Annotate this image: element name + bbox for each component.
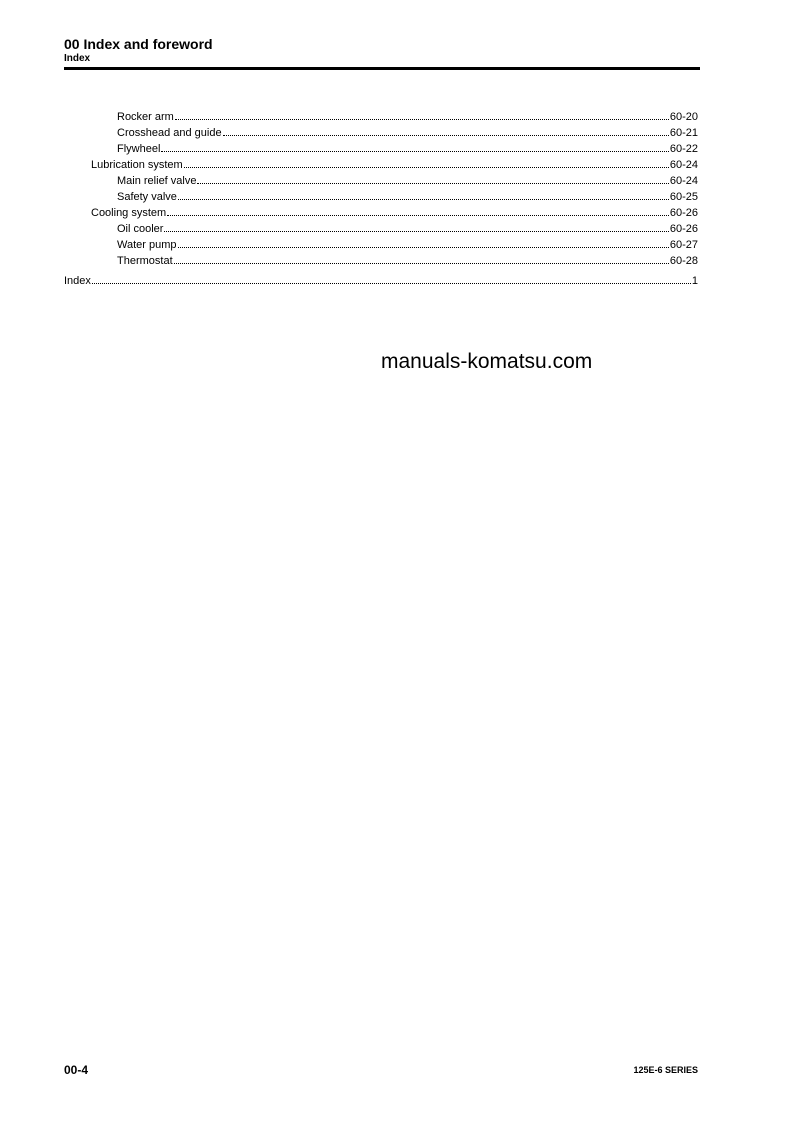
toc-entry-page: 60-24 — [669, 175, 698, 187]
toc-dot-leader — [174, 252, 669, 264]
toc-entry-oil-cooler[interactable] — [64, 220, 698, 236]
page-subtitle: Index — [64, 53, 91, 64]
table-of-contents — [64, 108, 698, 288]
header-divider — [64, 67, 700, 70]
page-title: 00 Index and foreword — [64, 36, 213, 52]
toc-entry-page: 60-26 — [669, 207, 698, 219]
toc-entry-label: Thermostat — [117, 255, 173, 267]
toc-dot-leader — [175, 108, 669, 120]
toc-dot-leader — [184, 156, 669, 168]
toc-dot-leader — [92, 272, 691, 284]
toc-entry-rocker-arm[interactable] — [64, 108, 698, 124]
toc-entry-page: 60-28 — [669, 255, 698, 267]
toc-entry-main-relief-valve[interactable] — [64, 172, 698, 188]
toc-entry-lubrication-system[interactable] — [64, 156, 698, 172]
toc-dot-leader — [178, 188, 669, 200]
page-number: 00-4 — [64, 1063, 89, 1077]
toc-entry-label: Rocker arm — [117, 111, 174, 123]
toc-entry-label: Flywheel — [117, 143, 161, 155]
toc-entry-label: Index — [64, 275, 91, 287]
toc-entry-label: Main relief valve — [117, 175, 197, 187]
toc-entry-page: 60-20 — [669, 111, 698, 123]
toc-dot-leader — [178, 236, 669, 248]
toc-dot-leader — [164, 220, 668, 232]
toc-dot-leader — [167, 204, 669, 216]
toc-entry-index[interactable] — [64, 272, 698, 288]
toc-entry-page: 60-21 — [669, 127, 698, 139]
toc-dot-leader — [223, 124, 669, 136]
toc-entry-page: 60-24 — [669, 159, 698, 171]
toc-entry-label: Cooling system — [91, 207, 167, 219]
toc-entry-label: Water pump — [117, 239, 177, 251]
toc-entry-label: Safety valve — [117, 191, 177, 203]
toc-entry-cooling-system[interactable] — [64, 204, 698, 220]
toc-entry-thermostat[interactable] — [64, 252, 698, 268]
toc-entry-page: 60-25 — [669, 191, 698, 203]
toc-entry-flywheel[interactable] — [64, 140, 698, 156]
toc-entry-label: Oil cooler — [117, 223, 164, 235]
toc-entry-page: 1 — [691, 275, 698, 287]
toc-dot-leader — [161, 140, 668, 152]
toc-entry-label: Lubrication system — [91, 159, 183, 171]
toc-entry-label: Crosshead and guide — [117, 127, 222, 139]
toc-entry-water-pump[interactable] — [64, 236, 698, 252]
toc-entry-page: 60-22 — [669, 143, 698, 155]
toc-entry-page: 60-27 — [669, 239, 698, 251]
series-label: 125E-6 SERIES — [633, 1065, 698, 1075]
toc-dot-leader — [197, 172, 668, 184]
toc-entry-crosshead-and-guide[interactable] — [64, 124, 698, 140]
watermark-text: manuals-komatsu.com — [381, 350, 593, 373]
toc-entry-safety-valve[interactable] — [64, 188, 698, 204]
toc-entry-page: 60-26 — [669, 223, 698, 235]
